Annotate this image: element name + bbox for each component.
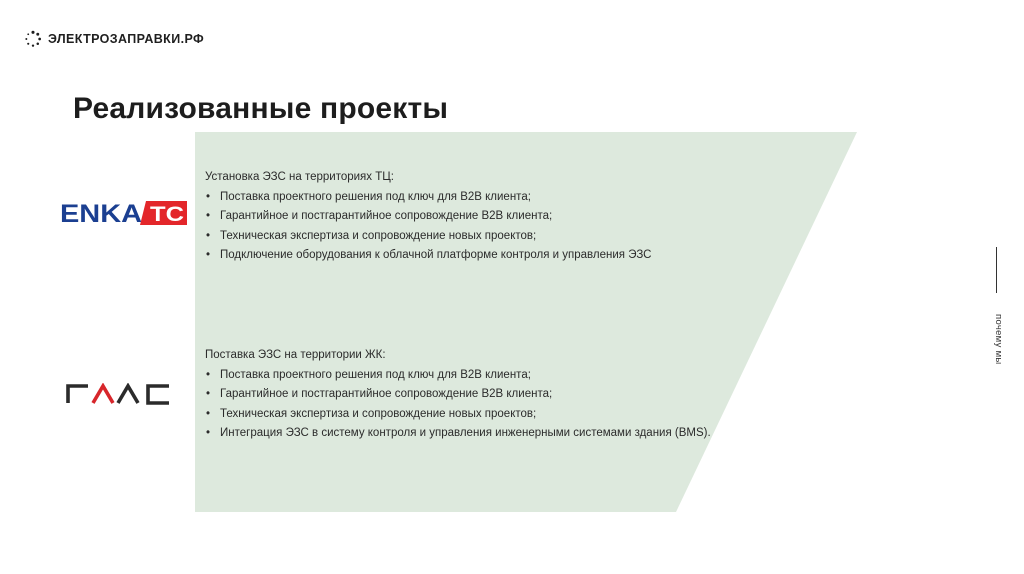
list-item: • Техническая экспертиза и сопровождение новых проектов; [205,227,805,247]
list-item: • Поставка проектного решения под ключ для B2B клиента; [205,366,805,386]
list-item: • Подключение оборудования к облачной платформе контроля и управления ЭЗС [205,246,805,266]
project-enka [205,168,805,266]
brand-name: ЭЛЕКТРОЗАПРАВКИ.РФ [48,32,205,46]
project-heading: Установка ЭЗС на территориях ТЦ: [205,171,394,183]
list-item: • Техническая экспертиза и сопровождение новых проектов; [205,405,805,425]
dotted-ring-icon [24,30,42,48]
project-gals [205,346,805,444]
tc-logo-text: TC [150,203,184,226]
project-list [205,366,805,444]
enka-logo-text: ENKA [60,200,142,226]
list-item: • Гарантийное и постгарантийное сопровождение B2B клиента; [205,385,805,405]
project-list [205,188,805,266]
gals-logo [66,383,172,405]
side-nav-divider [996,247,997,293]
list-item: • Интеграция ЭЗС в систему контроля и управления инженерными системами здания (BMS). [205,424,805,444]
brand[interactable] [24,30,204,48]
side-nav-why-us[interactable]: почему мы [993,314,1004,365]
list-item: • Поставка проектного решения под ключ для B2B клиента; [205,188,805,208]
page-title: Реализованные проекты [73,92,449,125]
project-heading: Поставка ЭЗС на территории ЖК: [205,349,386,361]
enka-tc-logo [60,200,188,226]
list-item: • Гарантийное и постгарантийное сопровождение B2B клиента; [205,207,805,227]
